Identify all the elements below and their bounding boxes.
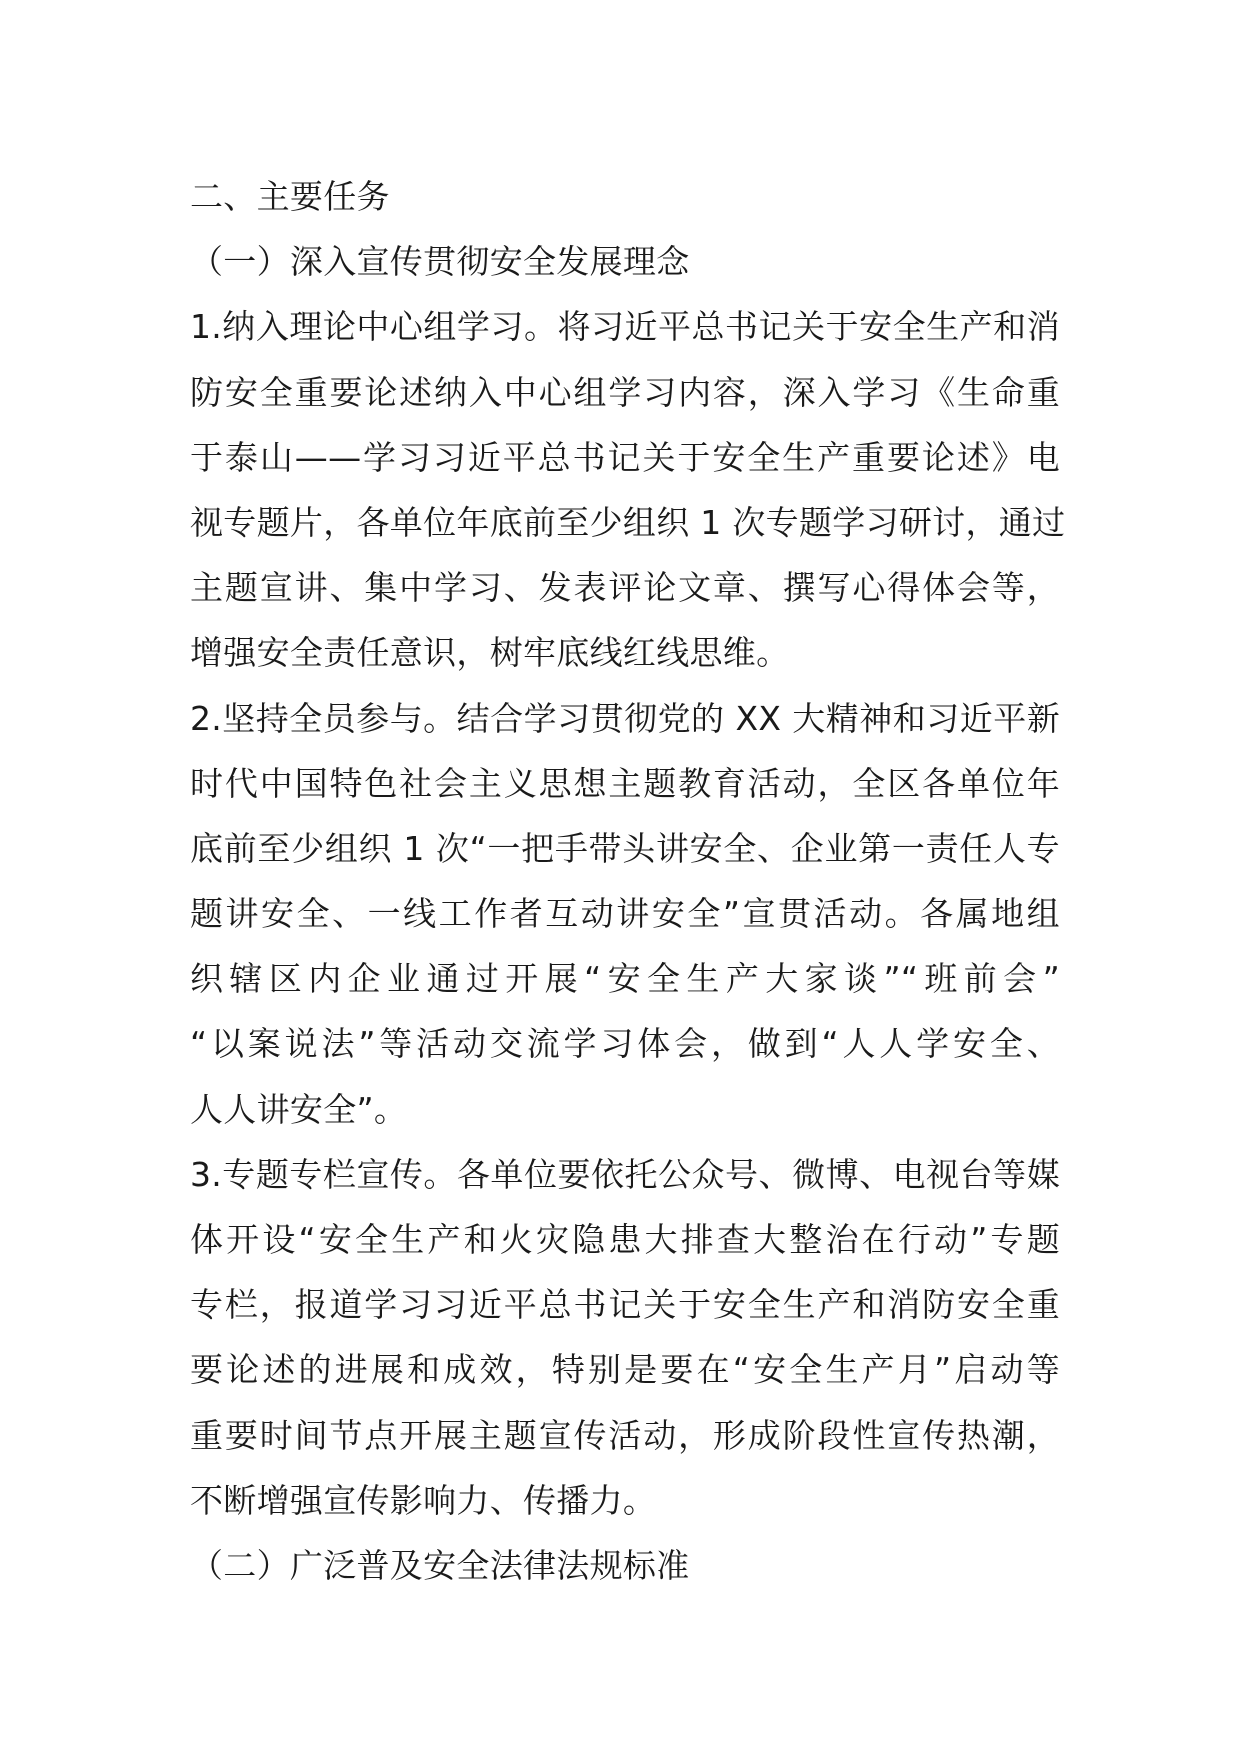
paragraph-line: 于泰山——学习习近平总书记关于安全生产重要论述》电 (190, 437, 1060, 477)
paragraph-line: 主题宣讲、集中学习、发表评论文章、撰写心得体会等， (190, 568, 1060, 608)
paragraph-line: 时代中国特色社会主义思想主题教育活动，全区各单位年 (190, 763, 1060, 803)
paragraph-line: 体开设“安全生产和火灾隐患大排查大整治在行动”专题 (190, 1220, 1060, 1259)
paragraph-line: 题讲安全、一线工作者互动讲安全”宣贯活动。各属地组 (190, 894, 1060, 934)
paragraph-line: 不断增强宣传影响力、传播力。 (190, 1480, 657, 1520)
paragraph-line: 1.纳入理论中心组学习。将习近平总书记关于安全生产和消 (190, 307, 1060, 347)
paragraph-line: 3.专题专栏宣传。各单位要依托公众号、微博、电视台等媒 (190, 1154, 1060, 1194)
subsection-heading-2: （二）广泛普及安全法律法规标准 (190, 1545, 690, 1585)
paragraph-item-1 (190, 294, 1066, 685)
document-body (190, 164, 1066, 1598)
paragraph-line: 底前至少组织 1 次“一把手带头讲安全、企业第一责任人专 (190, 828, 1060, 868)
paragraph-line: 视专题片，各单位年底前至少组织 1 次专题学习研讨，通过 (190, 502, 1066, 542)
paragraph-line: 增强安全责任意识，树牢底线红线思维。 (190, 633, 790, 673)
paragraph-line: 专栏，报道学习习近平总书记关于安全生产和消防安全重 (190, 1285, 1060, 1325)
paragraph-line: 重要时间节点开展主题宣传活动，形成阶段性宣传热潮， (190, 1415, 1060, 1455)
paragraph-item-2 (190, 686, 1060, 1142)
paragraph-line: 2.坚持全员参与。结合学习贯彻党的 XX 大精神和习近平新 (190, 698, 1060, 738)
paragraph-line: “以案说法”等活动交流学习体会，做到“人人学安全、 (190, 1024, 1060, 1064)
subsection-heading-1: （一）深入宣传贯彻安全发展理念 (190, 242, 690, 282)
paragraph-line: 织辖区内企业通过开展“安全生产大家谈”“班前会” (190, 959, 1060, 999)
paragraph-line: 人人讲安全”。 (190, 1089, 408, 1129)
paragraph-line: 防安全重要论述纳入中心组学习内容，深入学习《生命重 (190, 372, 1060, 412)
paragraph-line: 要论述的进展和成效，特别是要在“安全生产月”启动等 (190, 1350, 1060, 1390)
section-heading: 二、主要任务 (190, 177, 390, 216)
paragraph-item-3 (190, 1142, 1060, 1533)
